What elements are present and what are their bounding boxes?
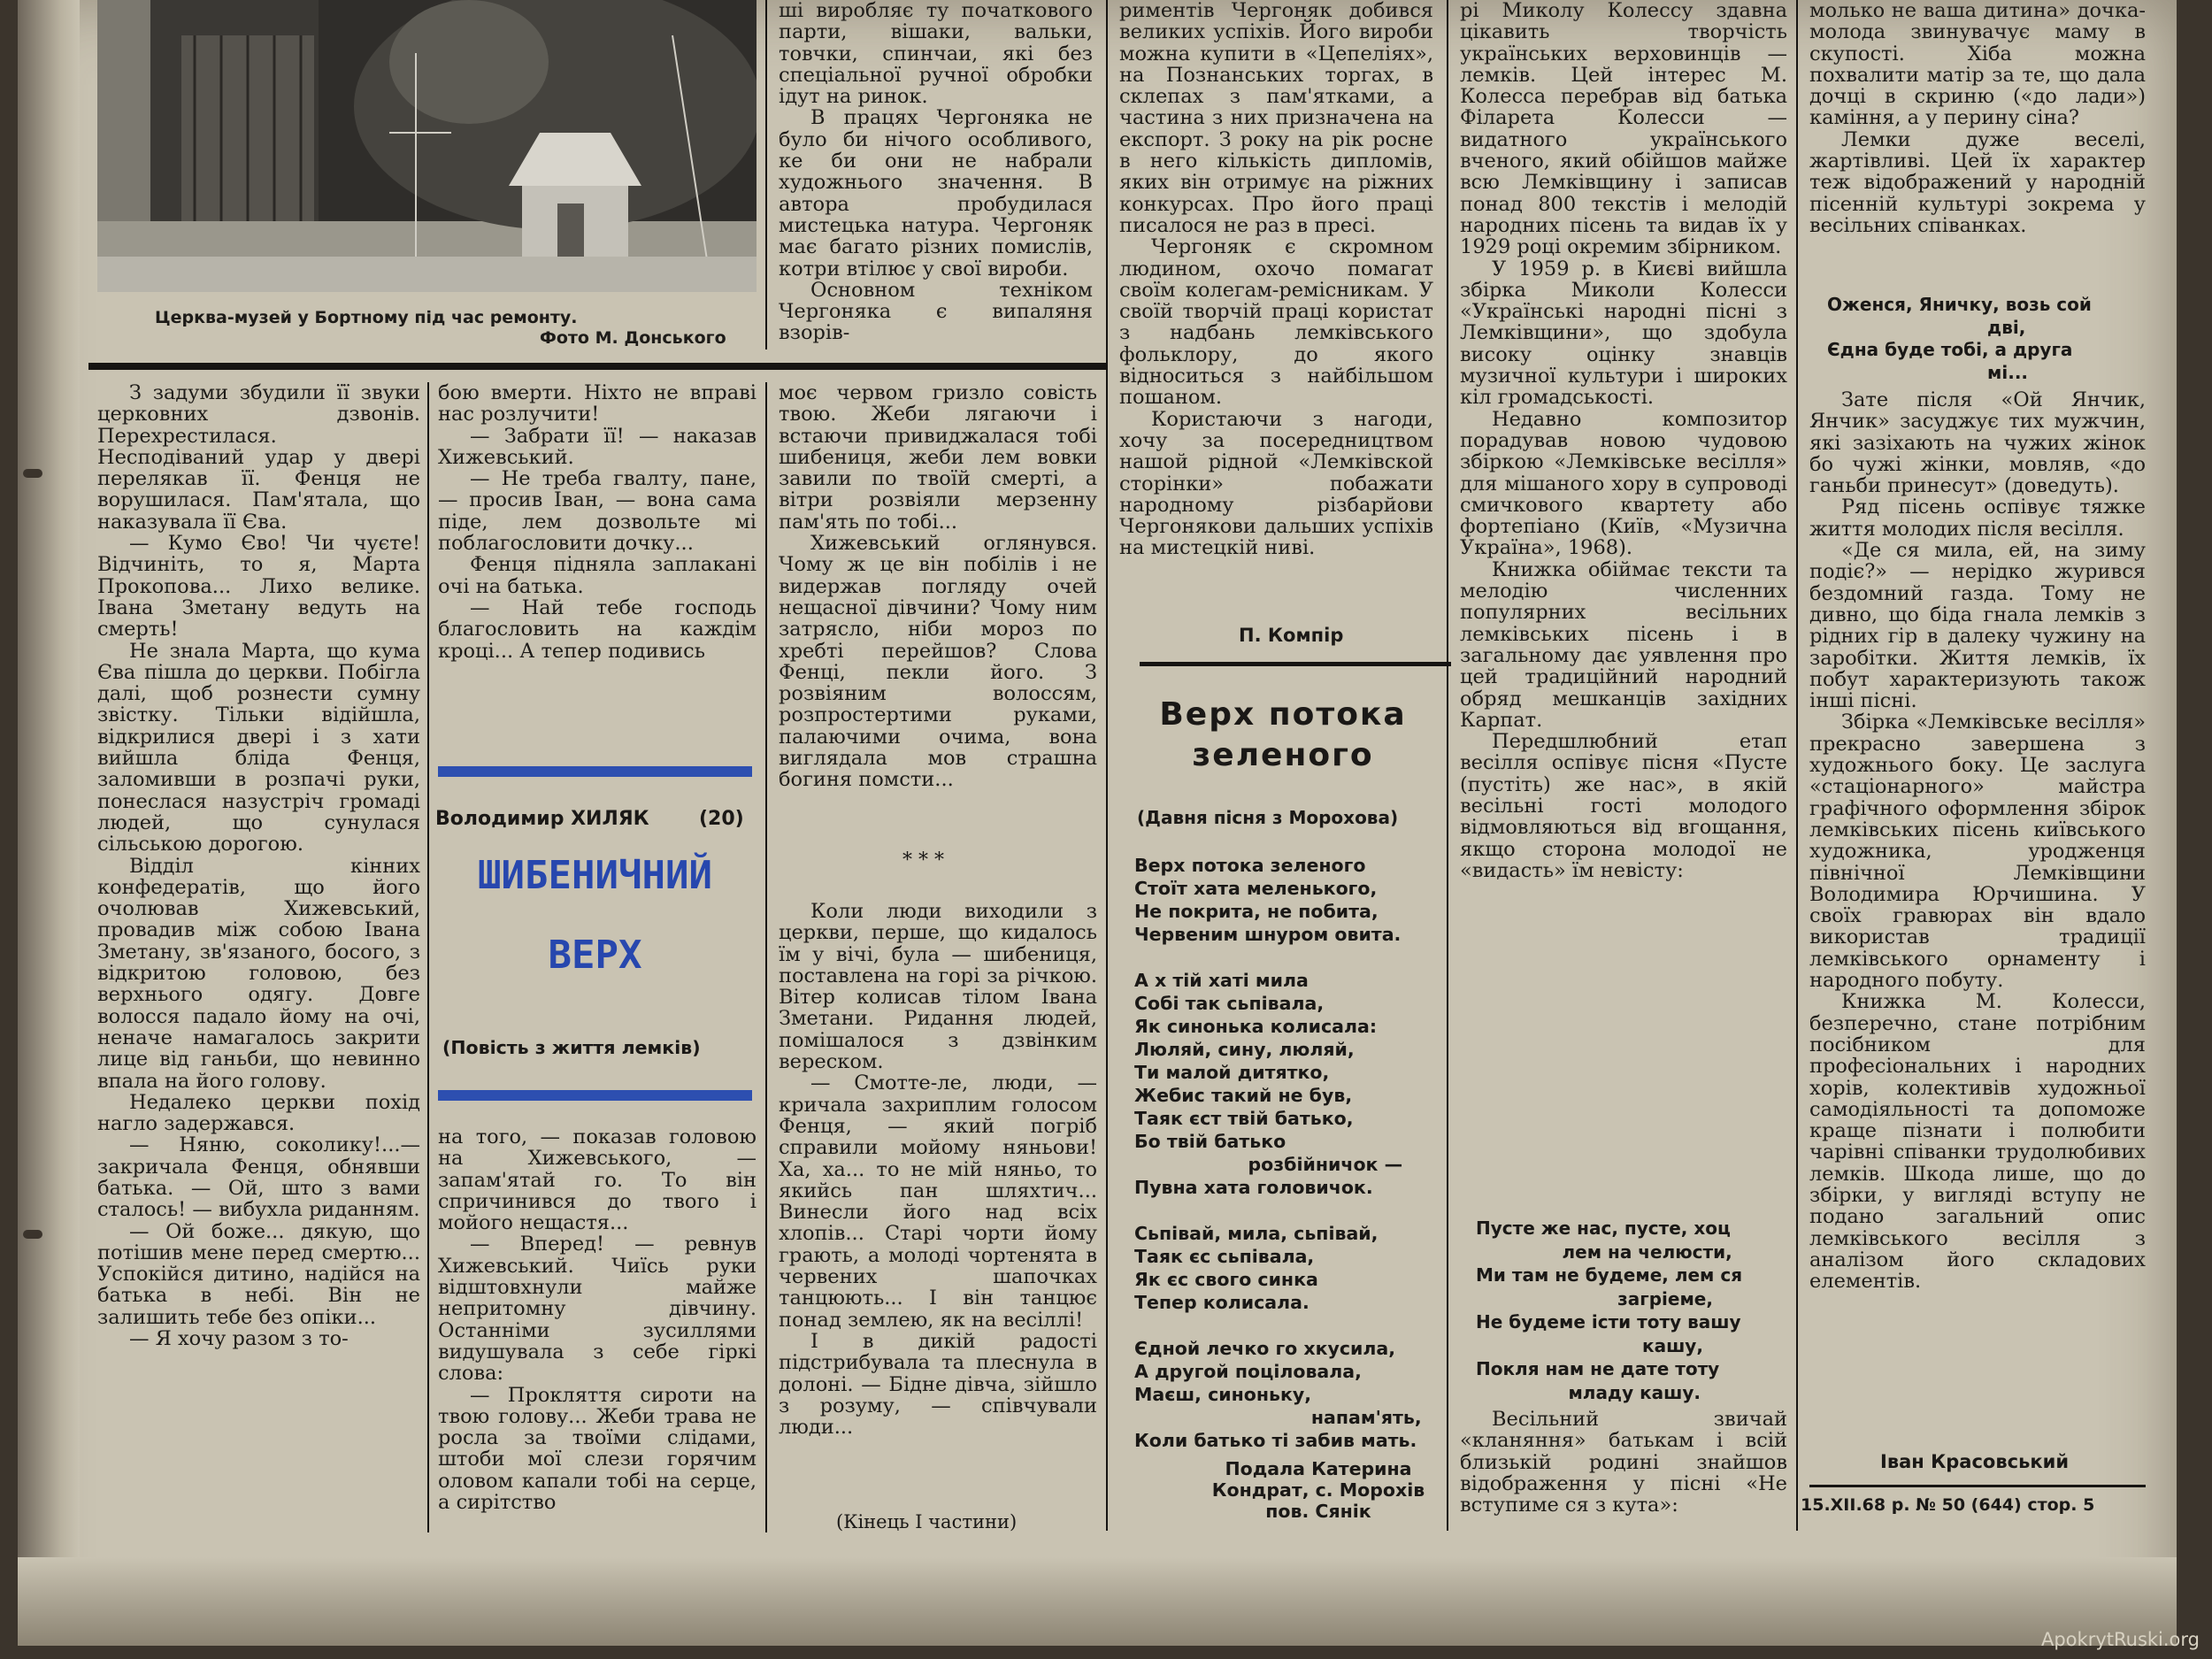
- article-review-column-1-end: [1460, 1409, 1787, 1524]
- paragraph: Коли люди виходили з церкви, перше, що кидалось їм у вічі, була — шибениця, поставлена на горі за річкою. Вітер колисав тілом Івана Зметани. Ридання людей, помішалося з дзвінким вереском.: [779, 901, 1097, 1074]
- paragraph: моє червом гризло совість твою. Жеби лягаючи і встаючи привиджалася тобі шибениця, жеби лем вовки завили по твоїй смерті, а вітри розвіяли мерзенну пам'ять по тобі...: [779, 382, 1097, 534]
- paragraph: Фенця підняла заплакані очі на батька.: [438, 553, 757, 598]
- poem-line: Бо твій батько: [1134, 1131, 1286, 1152]
- story-column-2: [438, 382, 757, 736]
- newspaper-page: [18, 0, 2177, 1646]
- paragraph: Недавно композитор порадував новою чудовою збіркою «Лемківське весілля» для мішаного хору в супроводі смичкового квартету або фортепіано (Київ, «Музична Україна», 1968).: [1460, 407, 1787, 560]
- story-title: [434, 849, 757, 982]
- poem-line: Не покрита, не побита,: [1134, 901, 1379, 922]
- paragraph: У 1959 р. в Києві вийшла збірка Миколи Колесси «Українські народні пісні з Лемківщини», що здобула високу оцінку знавців музичної культури і широких кіл громадськості.: [1460, 257, 1787, 410]
- column-rule: [1106, 0, 1108, 1531]
- article-review-column-2: [1809, 0, 2146, 288]
- poem-line: Червеним шнуром овита.: [1134, 924, 1402, 945]
- paragraph: «Де ся мила, ей, на зиму подіє?» — нерідко журився бездомний газда. Тому не дивно, що біда гнала лемків з рідних гір в далеку чужину на заробітки. Життя лемків, їх побут характеризують також інші пісні.: [1809, 539, 2146, 713]
- poem-line: А другой поціловала,: [1134, 1361, 1362, 1382]
- paragraph: З задуми збудили її звуки церковних дзвонів. Перехрестилася. Несподіваний удар у двері перелякав її. Фенця не ворушилася. Пам'ятала, що наказувала її Єва.: [97, 382, 420, 534]
- paragraph: — Забрати її! — наказав Хижевський.: [438, 424, 757, 469]
- paragraph: Лемки дуже веселі, жартівливі. Цей їх характер теж відображений у народній пісенній культурі зокрема у весільних співанках.: [1809, 127, 2146, 237]
- paragraph: Не знала Марта, що кума Єва пішла до церкви. Побігла далі, щоб рознести сумну звістку. Тільки відійшла, відкрилися двері і з хати вийшла бліда Фенця, заломивши в розпачі руки, понеслася назустріч громаді людей, що сунулася сільською дорогою.: [97, 639, 420, 856]
- column-rule: [765, 0, 767, 349]
- binding-gutter: [18, 0, 80, 1646]
- story-installment: (20): [699, 808, 744, 830]
- poem-subtitle: (Давня пісня з Морохова): [1137, 807, 1399, 828]
- story-subtitle: (Повість з життя лемків): [442, 1037, 701, 1058]
- song-line: мі...: [1827, 361, 2029, 383]
- poem-signature: [1199, 1458, 1438, 1522]
- song-line: младу кашу.: [1476, 1381, 1701, 1403]
- article-review-column-1: [1460, 0, 1787, 1221]
- paragraph: Книжка обіймає тексти та мелодію численних популярних весільних лемківських пісень і в загальному дає уявлення про цей традиційний народний обряд мешканців західних Карпат.: [1460, 557, 1787, 732]
- binding-hole: [23, 1230, 42, 1239]
- binding-hole: [23, 469, 42, 478]
- article-author: П. Компір: [1239, 625, 1344, 646]
- paragraph: — Кумо Єво! Чи чуєте! Відчиніть, то я, Марта Прокопова... Лихо велике. Івана Зметану ведуть на смерть!: [97, 532, 420, 641]
- poem-line: Коли батько ті забив мать.: [1134, 1430, 1417, 1451]
- paragraph: — Най тебе господь благословить на каждім кроці... А тепер подивись: [438, 595, 757, 663]
- section-rule: [1809, 1485, 2146, 1487]
- paragraph: — Я хочу разом з то-: [129, 1327, 349, 1351]
- paragraph: І в дикій радості підстрибувала та плеснула в долоні. — Бідне дівча, зійшло з розуму, — співчували люди...: [779, 1329, 1097, 1440]
- story-title-line: ВЕРХ: [548, 933, 642, 978]
- poem-line: Тепер колисала.: [1134, 1292, 1310, 1313]
- column-rule: [427, 382, 429, 1532]
- poem-line: Люляй, сину, люляй,: [1134, 1039, 1355, 1060]
- paragraph: молько не ваша дитина» дочка-молода звинувачує маму в скупості. Хіба можна похвалити матір за те, що дала дочці в скриню («до лади») каміння, а у перину сіна?: [1809, 0, 2146, 130]
- paragraph: Хижевський оглянувся. Чому ж це він побілів і не видержав погляду очей нещасної дівчини? Чому ним затрясло, ніби мороз по хребті перейшов? Слова Фенці, пекли його. З розвіяним волоссям, розпростертими руками, палаючими очима, вона виглядала мов страшна богиня помсти...: [779, 532, 1097, 792]
- paragraph: Зате після «Ой Янчик, Янчик» засуджує тих мужчин, які зазіхають на чужих жінок бо чужі жінки, мовляв, «до ганьби принесут» (доведуть).: [1809, 389, 2146, 498]
- story-column-3: [779, 382, 1097, 842]
- paragraph: — Прокляття сироти на твою голову... Жеби трава не росла за твоїми слідами, штоби мої слези горячим оловом капали тобі на серце, а сирітство: [438, 1383, 757, 1515]
- paragraph: рі Миколу Колессу здавна цікавить творчість українських верховинців — лемків. Цей інтерес М. Колесса перебрав від батька Філарета Колесси — видатного українського вченого, який обійшов майже всю Лемківщину і записав понад 800 текстів і мелодій народних пісень та видав їх у 1929 році окремим збірником.: [1460, 0, 1787, 259]
- poem-line: Пувна хата головичок.: [1134, 1177, 1373, 1198]
- paragraph: — Вперед! — ревнув Хижевський. Чиїсь руки відштовхнули майже непритомну дівчину. Останніми зусиллями видушувала з себе гіркі слова:: [438, 1233, 757, 1386]
- story-part-end: (Кінець І частини): [836, 1511, 1018, 1532]
- article-woodcarver-column-2: [1119, 0, 1433, 611]
- paragraph: Весільний звичай «кланяння» батькам і всій близькій родині знайшов відображення у пісні «Не вступиме ся з кута»:: [1460, 1409, 1787, 1517]
- poem-title-line: зеленого: [1192, 737, 1374, 773]
- poem-line: Верх потока зеленого: [1134, 855, 1366, 876]
- song-line: Оженся, Яничку, возь сой: [1827, 294, 2092, 315]
- section-rule: [88, 363, 1106, 370]
- paragraph: Ряд пісень оспівує тяжке життя молодих після весілля.: [1809, 495, 2146, 541]
- song-excerpt: [1827, 294, 2146, 384]
- article-woodcarver-column-1: [779, 0, 1093, 349]
- watermark: ApokrytRuski.org: [2040, 1629, 2200, 1650]
- paragraph: бою вмерти. Ніхто не вправі нас розлучити!: [438, 382, 757, 426]
- poem-line: А х тій хаті мила: [1134, 970, 1309, 991]
- poem-line: напам'ять,: [1134, 1407, 1422, 1428]
- section-break-stars: * * *: [902, 849, 944, 872]
- song-line: загріеме,: [1476, 1287, 1713, 1310]
- page-bottom-edge: [18, 1557, 2177, 1646]
- photo-caption: Церква-музей у Бортному під час ремонту.: [155, 308, 578, 327]
- section-rule: [1140, 662, 1451, 666]
- paragraph: — Ой боже... дякую, що потішив мене перед смертю... Успокійся дитино, надійся на батька в небі. Він не залишить тебе без опіки...: [97, 1219, 420, 1329]
- poem-title: [1124, 695, 1442, 776]
- church-photo: [97, 0, 757, 292]
- song-excerpt: [1476, 1217, 1790, 1404]
- song-line: Пусте же нас, пусте, хоц: [1476, 1217, 1731, 1239]
- poem-line: Стоїт хата меленького,: [1134, 878, 1378, 899]
- photo-credit: Фото М. Донського: [540, 328, 726, 348]
- church-photo-illustration: [97, 0, 757, 292]
- paragraph: — Смотте-ле, люди, — кричала захриплим голосом Фенця, — який погріб справили мойому няньови! Ха, ха... то не мій няньо, то якийсь пан шляхтич... Винесли його над всіх хлопів... Старі чорти йому грають, а молоді чортенята в червених шапочках танцюють... І він танцює понад землею, як на весіллі!: [779, 1071, 1097, 1332]
- paragraph: на того, — показав головою на Хижевського, — запам'ятай го. То він спричинився до твого і мойого нещастя...: [438, 1126, 757, 1235]
- column-rule: [1447, 0, 1448, 1531]
- story-column-1: [97, 382, 420, 1532]
- paragraph: Основном техніком Чергоняка є випаляня взорів-: [779, 278, 1093, 345]
- song-line: Покля нам не дате тоту: [1476, 1358, 1720, 1379]
- paragraph: Збірка «Лемківське весілля» прекрасно завершена з художнього боку. Це заслуга «стаціонарного» майстра графічного оформлення збірок лемківських пісень київського художника, уродженця північної Лемківщини Володимира Юрчишина. У своїх гравюрах він вдало використав традиції лемківського орнаменту і народного побуту.: [1809, 710, 2146, 993]
- poem-line: Таяк єс сьпівала,: [1134, 1246, 1315, 1267]
- story-author: Володимир ХИЛЯК: [435, 808, 649, 830]
- poem-line: Як синонька колисала:: [1134, 1016, 1378, 1037]
- story-column-2-cont: [438, 1126, 757, 1533]
- article-author: Іван Красовський: [1880, 1451, 2070, 1472]
- paragraph: Користаючи з нагоди, хочу за посередництвом нашой рідной «Лемківской сторінки» побажати народному різбарйови Чергонякови дальших успіхів на мистецкій ниві.: [1119, 407, 1433, 560]
- poem-signature-line: пов. Сянік: [1265, 1501, 1371, 1522]
- song-line: дві,: [1827, 316, 2026, 338]
- poem-signature-line: Кондрат, с. Морохів: [1211, 1479, 1425, 1501]
- story-title-line: ШИБЕНИЧНИЙ: [478, 853, 712, 898]
- paragraph: Недалеко церкви похід нагло задержався.: [97, 1090, 420, 1136]
- poem-line: Маєш, синоньку,: [1134, 1384, 1312, 1405]
- story-column-3-cont: [779, 901, 1097, 1485]
- title-bar: [438, 1090, 752, 1101]
- paragraph: В працях Чергоняка не було би нічого особливого, ке би они не набрали художнього значення. В автора пробудилася мистецька натура. Чергоняк має багато різних помислів, котри втілює у свої вироби.: [779, 106, 1093, 280]
- paragraph: риментів Чергоняк добився великих успіхів. Його вироби можна купити в «Цепеліях», на Познанських торгах, в склепах з пам'ятками, а частина з них призначена на експорт. З року на рік росне в него кількість дипломів, яких він отримує на ріжних конкурсах. Про його праці писалося не раз в пресі.: [1119, 0, 1433, 237]
- issue-folio: 15.XII.68 р. № 50 (644) стор. 5: [1801, 1495, 2095, 1515]
- poem-line: розбійничок —: [1134, 1154, 1403, 1175]
- title-bar: [438, 766, 752, 777]
- poem-line: Як єс свого синка: [1134, 1269, 1318, 1290]
- song-line: Не будеме істи тоту вашу: [1476, 1311, 1741, 1333]
- paragraph: — Не треба гвалту, пане, — просив Іван, — вона сама піде, лем дозвольте мі поблагословити дочку...: [438, 467, 757, 556]
- column-rule: [1796, 0, 1798, 1531]
- article-review-column-2-cont: [1809, 389, 2146, 1451]
- paragraph: Передшлюбний етап весілля оспівує пісня «Пусте (пустіть) же нас», в якій весільні гості молодого відмовляються від вгощання, якщо сторона молодої не «видасть» їм невісту:: [1460, 730, 1787, 882]
- poem-line: Єдной лечко го хкусила,: [1134, 1338, 1396, 1359]
- paragraph: — Няню, соколику!...— закричала Фенця, обнявши батька. — Ой, што з вами сталось! — вибухла риданням.: [97, 1133, 420, 1222]
- column-rule: [765, 382, 767, 1532]
- song-line: Єдна буде тобі, а друга: [1827, 339, 2073, 360]
- poem-line: Жебис такий не був,: [1134, 1085, 1353, 1106]
- poem-title-line: Верх потока: [1159, 696, 1407, 733]
- poem-line: Сьпівай, мила, сьпівай,: [1134, 1223, 1379, 1244]
- poem-body: [1134, 854, 1444, 1452]
- paragraph: Книжка М. Колесси, безперечно, стане потрібним посібником для професіональних і народних хорів, колективів художньої самодіяльності та допоможе краще пізнати і полюбити чарівні співанки трудолюбивих лемків. Шкода лише, що до збірки, у вигляді вступу не подано загальний опис лемківського весілля з аналізом його складових елементів.: [1809, 990, 2146, 1294]
- paragraph: ші виробляє ту початкового парти, вішаки, вальки, товчки, спинчаи, які без спеціальної ручної обробки ідут на ринок.: [779, 0, 1093, 109]
- poem-signature-line: Подала Катерина: [1225, 1458, 1412, 1479]
- song-line: кашу,: [1476, 1334, 1703, 1356]
- poem-line: Ти малой дитятко,: [1134, 1062, 1330, 1083]
- poem-line: Таяк єст твій батько,: [1134, 1108, 1354, 1129]
- song-line: лем на челюсти,: [1476, 1240, 1732, 1263]
- poem-line: Собі так сьпівала,: [1134, 993, 1325, 1014]
- paragraph: Чергоняк є скромном людином, охочо помагат своїм колегам-ремісникам. У своїй творчій праці користат з надбань лемківського фольклору, до якого відноситься з найбільшом пошаном.: [1119, 235, 1433, 410]
- song-line: Ми там не будеме, лем ся: [1476, 1264, 1743, 1286]
- paragraph: Відділ кінних конфедератів, що його очолював Хижевський, провадив між собою Івана Зметану, зв'язаного, босого, з відкритою головою, без верхнього одягу. Довге волосся падало йому на очі, неначе намагалось закрити лице від ганьби, що невинно впала на його голову.: [97, 854, 420, 1093]
